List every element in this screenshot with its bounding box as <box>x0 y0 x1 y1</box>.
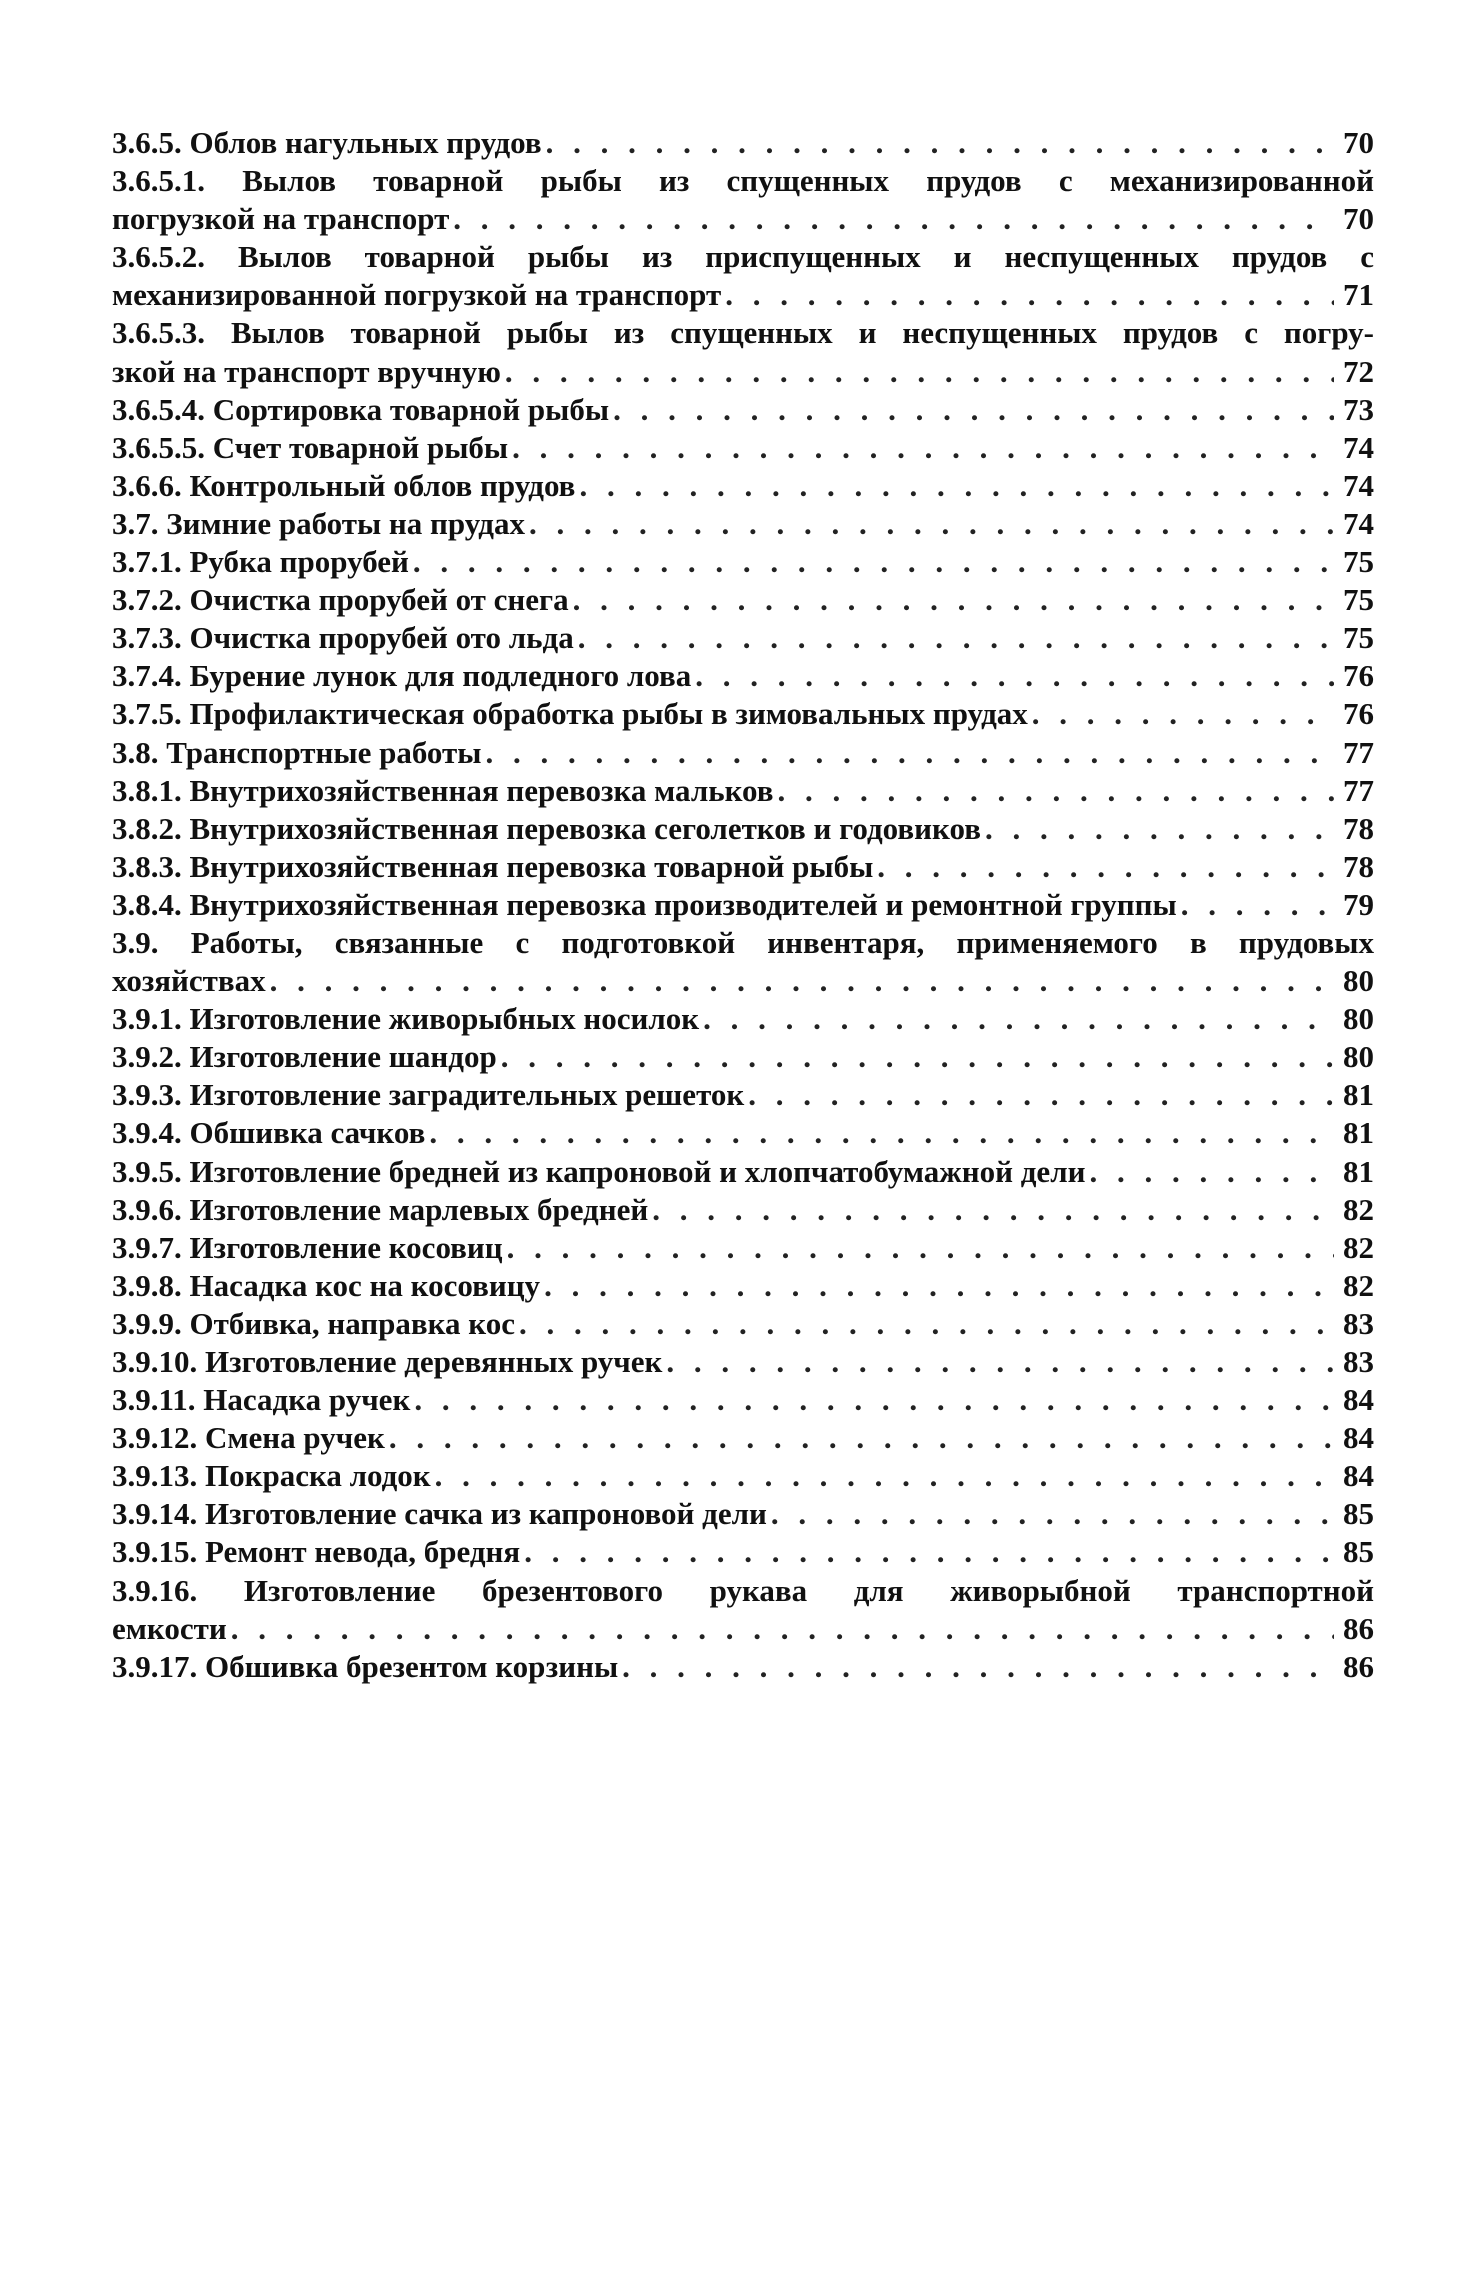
toc-entry <box>112 1343 1374 1381</box>
toc-page-number: 73 <box>1343 391 1374 427</box>
toc-page-number: 83 <box>1343 1344 1374 1379</box>
toc-entry-last-line <box>112 1076 1374 1114</box>
dot-leader <box>529 505 1334 543</box>
toc-page-number: 86 <box>1343 1610 1374 1646</box>
toc-entry-last-line <box>112 581 1374 619</box>
dot-leader <box>1089 1153 1334 1191</box>
toc-entry-last-line <box>112 734 1374 772</box>
toc-entry-title: 3.6.5.5. Счет товарной рыбы <box>112 429 509 465</box>
toc-entry-last-line <box>112 772 1374 810</box>
toc-entry <box>112 467 1374 505</box>
toc-entry-title: 3.9.4. Обшивка сачков <box>112 1115 426 1151</box>
toc-entry-title: 3.9.13. Покраска лодок <box>112 1458 431 1494</box>
toc-entry-last-line <box>112 1381 1374 1419</box>
toc-page-number: 83 <box>1343 1305 1374 1341</box>
dot-leader <box>695 657 1334 695</box>
dot-leader <box>613 391 1334 429</box>
toc-entry-title: 3.7.3. Очистка прорубей ото льда <box>112 620 574 656</box>
toc-page-number: 78 <box>1343 848 1374 884</box>
toc-entry-title: 3.7.2. Очистка прорубей от снега <box>112 582 569 618</box>
dot-leader <box>270 962 1334 1000</box>
toc-entry <box>112 886 1374 924</box>
toc-entry-title-line: 3.9.16. Изготовление брезентового рукава для живорыбной транспортной <box>112 1572 1374 1608</box>
dot-leader <box>666 1343 1334 1381</box>
toc-entry-title: 3.9.9. Отбивка, направка кос <box>112 1305 515 1341</box>
toc-entry-title: емкости <box>112 1610 227 1646</box>
dot-leader <box>985 810 1334 848</box>
toc-entry <box>112 1153 1374 1191</box>
toc-entry <box>112 543 1374 581</box>
dot-leader <box>725 276 1334 314</box>
toc-entry-title: 3.9.8. Насадка кос на косовицу <box>112 1267 541 1303</box>
dot-leader <box>389 1419 1334 1457</box>
dot-leader <box>703 1000 1334 1038</box>
toc-entry <box>112 238 1374 314</box>
toc-entry-title: 3.6.5.4. Сортировка товарной рыбы <box>112 391 610 427</box>
toc-entry <box>112 429 1374 467</box>
toc-entry-last-line <box>112 276 1374 314</box>
toc-entry <box>112 1648 1374 1686</box>
toc-entry-last-line <box>112 1343 1374 1381</box>
toc-page-number: 78 <box>1343 810 1374 846</box>
dot-leader <box>771 1495 1334 1533</box>
toc-entry-last-line <box>112 1038 1374 1076</box>
toc-entry-title-line: 3.6.5.2. Вылов товарной рыбы из приспущенных и неспущенных прудов с <box>112 239 1374 275</box>
dot-leader <box>413 543 1334 581</box>
toc-entry <box>112 810 1374 848</box>
toc-entry-title: 3.9.5. Изготовление бредней из капроновой и хлопчатобумажной дели <box>112 1153 1086 1189</box>
toc-page-number: 77 <box>1343 772 1374 808</box>
toc-page-number: 81 <box>1343 1077 1374 1113</box>
toc-entry-last-line <box>112 353 1374 391</box>
toc-entry <box>112 657 1374 695</box>
toc-page-number: 81 <box>1343 1153 1374 1189</box>
toc-entry <box>112 1533 1374 1571</box>
toc-entry <box>112 734 1374 772</box>
toc-page-number: 72 <box>1343 353 1374 389</box>
toc-entry-last-line <box>112 619 1374 657</box>
toc-page-number: 80 <box>1343 963 1374 999</box>
toc-entry-title: хозяйствах <box>112 963 266 999</box>
toc-page-number: 84 <box>1343 1420 1374 1456</box>
toc-entry-last-line <box>112 1000 1374 1038</box>
dot-leader <box>435 1457 1334 1495</box>
toc-entry-title: 3.9.12. Смена ручек <box>112 1420 385 1456</box>
dot-leader <box>429 1114 1334 1152</box>
toc-entry <box>112 1305 1374 1343</box>
toc-page-number: 85 <box>1343 1496 1374 1532</box>
toc-entry-last-line <box>112 1305 1374 1343</box>
toc-page-number: 77 <box>1343 734 1374 770</box>
toc-page-number: 84 <box>1343 1458 1374 1494</box>
toc-entry <box>112 695 1374 733</box>
dot-leader <box>652 1191 1334 1229</box>
toc-entry-title: зкой на транспорт вручную <box>112 353 501 389</box>
dot-leader <box>512 429 1334 467</box>
toc-page-number: 80 <box>1343 1039 1374 1075</box>
toc-entry-title-line: 3.6.5.3. Вылов товарной рыбы из спущенных и неспущенных прудов с погру- <box>112 315 1374 351</box>
toc-page-number: 74 <box>1343 429 1374 465</box>
toc-entry-title: погрузкой на транспорт <box>112 201 450 237</box>
toc-page-number: 71 <box>1343 277 1374 313</box>
toc-entry <box>112 1229 1374 1267</box>
toc-page-number: 85 <box>1343 1534 1374 1570</box>
toc-entry <box>112 1114 1374 1152</box>
toc-entry-last-line <box>112 1153 1374 1191</box>
toc-entry-last-line <box>112 1495 1374 1533</box>
toc-page-number: 75 <box>1343 544 1374 580</box>
toc-entry-last-line <box>112 429 1374 467</box>
toc-page-number: 80 <box>1343 1001 1374 1037</box>
toc-entry-title: 3.7.5. Профилактическая обработка рыбы в зимовальных прудах <box>112 696 1028 732</box>
dot-leader <box>578 619 1334 657</box>
toc-entry-title: 3.8.1. Внутрихозяйственная перевозка мальков <box>112 772 774 808</box>
toc-entry-title: 3.9.7. Изготовление косовиц <box>112 1229 503 1265</box>
toc-entry <box>112 1267 1374 1305</box>
dot-leader <box>622 1648 1334 1686</box>
toc-entry-title: 3.9.14. Изготовление сачка из капроновой дели <box>112 1496 767 1532</box>
toc-entry <box>112 772 1374 810</box>
dot-leader <box>579 467 1334 505</box>
toc-entry <box>112 1381 1374 1419</box>
dot-leader <box>544 1267 1334 1305</box>
toc-entry-last-line <box>112 1648 1374 1686</box>
toc-page-number: 75 <box>1343 620 1374 656</box>
dot-leader <box>778 772 1334 810</box>
toc-entry-title: 3.9.1. Изготовление живорыбных носилок <box>112 1001 700 1037</box>
toc-entry-last-line <box>112 657 1374 695</box>
toc-entry-title: механизированной погрузкой на транспорт <box>112 277 722 313</box>
toc-entry <box>112 619 1374 657</box>
toc-page-number: 86 <box>1343 1648 1374 1684</box>
toc-entry-title: 3.9.11. Насадка ручек <box>112 1382 411 1418</box>
toc-entry-last-line <box>112 1191 1374 1229</box>
toc-page-number: 82 <box>1343 1191 1374 1227</box>
toc-entry-last-line <box>112 1533 1374 1571</box>
toc-entry-title-line: 3.6.5.1. Вылов товарной рыбы из спущенных прудов с механизированной <box>112 163 1374 199</box>
toc-entry <box>112 1038 1374 1076</box>
toc-entry-title: 3.7.1. Рубка прорубей <box>112 544 409 580</box>
toc-entry-title: 3.9.10. Изготовление деревянных ручек <box>112 1344 663 1379</box>
toc-entry-last-line <box>112 810 1374 848</box>
toc-entry <box>112 1076 1374 1114</box>
dot-leader <box>546 124 1334 162</box>
dot-leader <box>231 1610 1334 1648</box>
toc-entry-title: 3.8.3. Внутрихозяйственная перевозка товарной рыбы <box>112 848 874 884</box>
toc-entry-title: 3.6.5. Облов нагульных прудов <box>112 125 542 160</box>
toc-page-number: 70 <box>1343 125 1374 160</box>
toc-entry <box>112 314 1374 390</box>
dot-leader <box>453 200 1334 238</box>
toc-entry <box>112 391 1374 429</box>
toc-page-number: 79 <box>1343 886 1374 922</box>
toc-entry-title: 3.8.2. Внутрихозяйственная перевозка сеголетков и годовиков <box>112 810 981 846</box>
toc-entry-title: 3.7. Зимние работы на прудах <box>112 505 525 541</box>
toc-entry-title: 3.8.4. Внутрихозяйственная перевозка производителей и ремонтной группы <box>112 886 1177 922</box>
toc-entry-last-line <box>112 467 1374 505</box>
dot-leader <box>414 1381 1334 1419</box>
toc-entry <box>112 1191 1374 1229</box>
toc-entry-last-line <box>112 1610 1374 1648</box>
toc-page-number: 74 <box>1343 467 1374 503</box>
toc-entry <box>112 505 1374 543</box>
dot-leader <box>573 581 1334 619</box>
toc-entry-last-line <box>112 124 1374 162</box>
toc-entry <box>112 124 1374 162</box>
toc-entry-last-line <box>112 886 1374 924</box>
toc-page-number: 75 <box>1343 582 1374 618</box>
toc-entry-last-line <box>112 391 1374 429</box>
dot-leader <box>485 734 1334 772</box>
dot-leader <box>507 1229 1334 1267</box>
toc-entry-last-line <box>112 505 1374 543</box>
toc-entry <box>112 581 1374 619</box>
toc-page-number: 82 <box>1343 1267 1374 1303</box>
dot-leader <box>524 1533 1334 1571</box>
toc-entry-last-line <box>112 1267 1374 1305</box>
toc-entry-title-line: 3.9. Работы, связанные с подготовкой инвентаря, применяемого в прудовых <box>112 924 1374 960</box>
dot-leader <box>505 353 1334 391</box>
toc-page-number: 84 <box>1343 1382 1374 1418</box>
dot-leader <box>1032 695 1334 733</box>
toc-entry-last-line <box>112 695 1374 733</box>
dot-leader <box>877 848 1334 886</box>
toc-entry-last-line <box>112 848 1374 886</box>
toc-entry-title: 3.9.17. Обшивка брезентом корзины <box>112 1648 619 1684</box>
toc-entry-last-line <box>112 1229 1374 1267</box>
toc-entry-title: 3.7.4. Бурение лунок для подледного лова <box>112 658 692 694</box>
toc-entry-title: 3.6.6. Контрольный облов прудов <box>112 467 576 503</box>
toc-entry <box>112 848 1374 886</box>
toc-entry-title: 3.9.15. Ремонт невода, бредня <box>112 1534 521 1570</box>
toc-page-number: 76 <box>1343 658 1374 694</box>
toc-entry <box>112 924 1374 1000</box>
toc-page-number: 76 <box>1343 696 1374 732</box>
toc-entry <box>112 1457 1374 1495</box>
dot-leader <box>1181 886 1334 924</box>
toc-page-number: 70 <box>1343 201 1374 237</box>
toc-entry-last-line <box>112 1114 1374 1152</box>
toc-entry-last-line <box>112 543 1374 581</box>
dot-leader <box>501 1038 1334 1076</box>
toc-entry <box>112 1572 1374 1648</box>
toc-page-number: 81 <box>1343 1115 1374 1151</box>
toc-entry-last-line <box>112 1457 1374 1495</box>
toc-entry-last-line <box>112 1419 1374 1457</box>
toc-entry-title: 3.8. Транспортные работы <box>112 734 482 770</box>
toc-page-number: 74 <box>1343 505 1374 541</box>
toc-entry-title: 3.9.3. Изготовление заградительных решеток <box>112 1077 745 1113</box>
toc-entry <box>112 162 1374 238</box>
toc-entry-title: 3.9.2. Изготовление шандор <box>112 1039 497 1075</box>
toc-entry-last-line <box>112 200 1374 238</box>
table-of-contents <box>112 124 1374 1686</box>
toc-entry-title: 3.9.6. Изготовление марлевых бредней <box>112 1191 649 1227</box>
toc-entry-last-line <box>112 962 1374 1000</box>
toc-entry <box>112 1495 1374 1533</box>
toc-entry <box>112 1419 1374 1457</box>
toc-entry <box>112 1000 1374 1038</box>
dot-leader <box>519 1305 1334 1343</box>
dot-leader <box>748 1076 1334 1114</box>
toc-page-number: 82 <box>1343 1229 1374 1265</box>
